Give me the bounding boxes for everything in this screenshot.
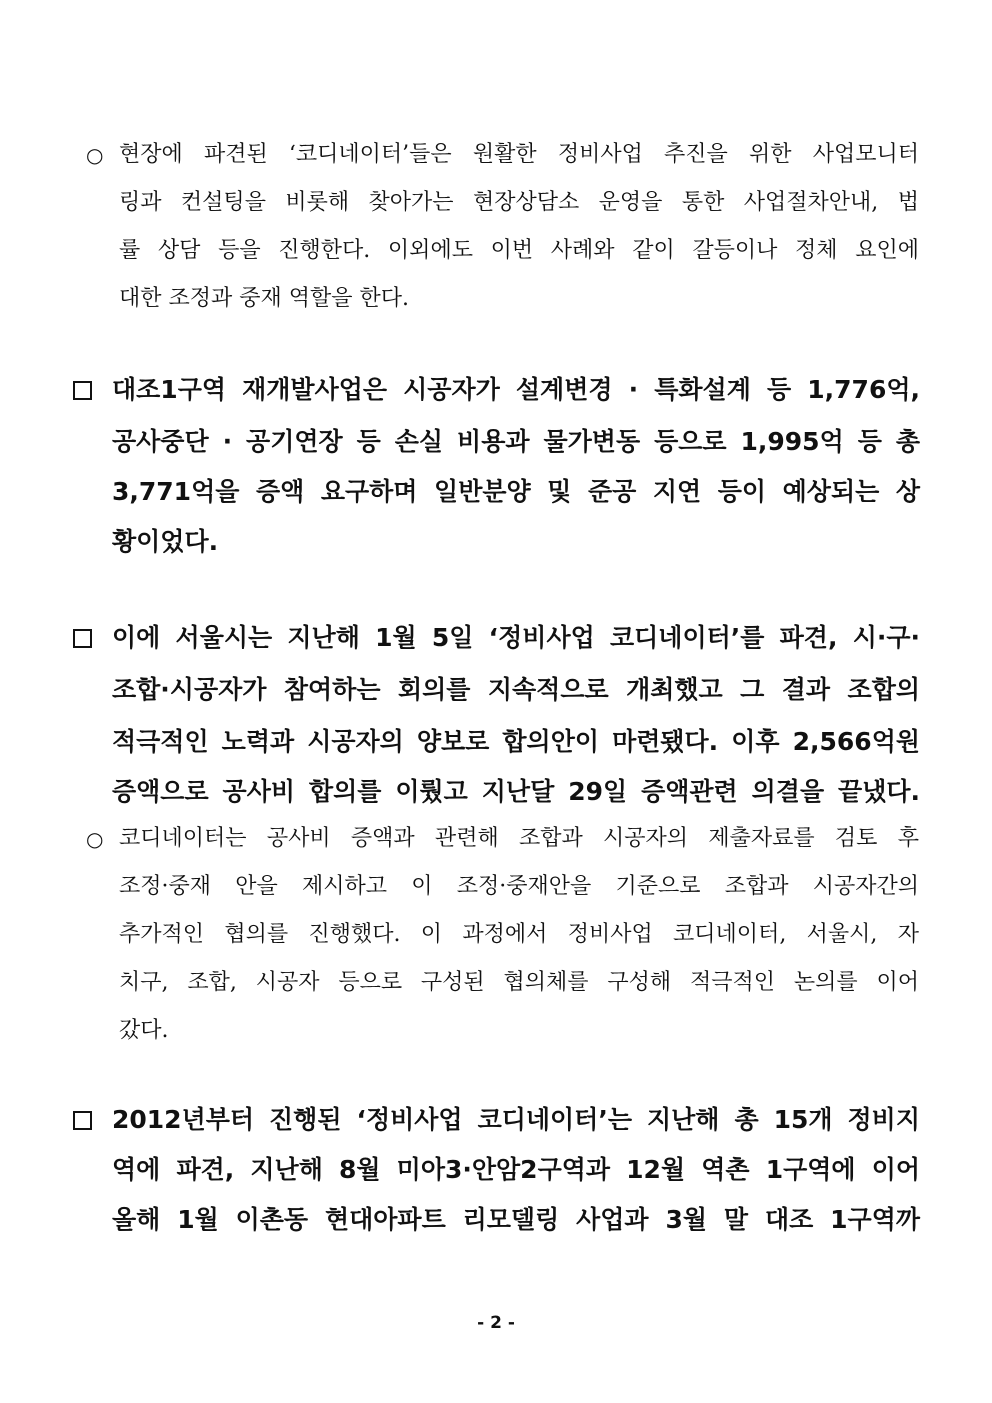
text-line: 대한 조정과 중재 역할을 한다. bbox=[119, 286, 409, 311]
text-line: 적극적인 노력과 시공자의 양보로 합의안이 마련됐다. 이후 2,566억원 bbox=[112, 727, 920, 756]
text-line: 이에 서울시는 지난해 1월 5일 ‘정비사업 코디네이터’를 파견, 시·구· bbox=[112, 623, 920, 652]
text-line: 추가적인 협의를 진행했다. 이 과정에서 정비사업 코디네이터, 서울시, 자 bbox=[119, 922, 919, 947]
text-line: 증액으로 공사비 합의를 이뤘고 지난달 29일 증액관련 의결을 끝냈다. bbox=[112, 777, 920, 806]
text-line: 률 상담 등을 진행한다. 이외에도 이번 사례와 같이 갈등이나 정체 요인에 bbox=[119, 238, 919, 263]
text-line: 갔다. bbox=[119, 1018, 169, 1043]
square-bullet-icon bbox=[73, 629, 92, 648]
text-line: 링과 컨설팅을 비롯해 찾아가는 현장상담소 운영을 통한 사업절차안내, 법 bbox=[119, 190, 919, 215]
text-line: 치구, 조합, 시공자 등으로 구성된 협의체를 구성해 적극적인 논의를 이어 bbox=[119, 970, 919, 995]
circle-bullet: ○ bbox=[86, 827, 104, 851]
text-line: 조정·중재 안을 제시하고 이 조정·중재안을 기준으로 조합과 시공자간의 bbox=[119, 874, 919, 899]
text-line: 코디네이터는 공사비 증액과 관련해 조합과 시공자의 제출자료를 검토 후 bbox=[119, 826, 919, 851]
text-line: 공사중단 · 공기연장 등 손실 비용과 물가변동 등으로 1,995억 등 총 bbox=[112, 427, 920, 456]
circle-bullet: ○ bbox=[86, 143, 104, 167]
text-line: 황이었다. bbox=[112, 527, 219, 556]
text-line: 3,771억을 증액 요구하며 일반분양 및 준공 지연 등이 예상되는 상 bbox=[112, 477, 920, 506]
text-line: 올해 1월 이촌동 현대아파트 리모델링 사업과 3월 말 대조 1구역까 bbox=[112, 1205, 920, 1234]
text-line: 조합·시공자가 참여하는 회의를 지속적으로 개최했고 그 결과 조합의 bbox=[112, 675, 920, 704]
text-line: 역에 파견, 지난해 8월 미아3·안암2구역과 12월 역촌 1구역에 이어 bbox=[112, 1155, 920, 1184]
square-bullet-icon bbox=[73, 1111, 92, 1130]
text-line: 2012년부터 진행된 ‘정비사업 코디네이터’는 지난해 총 15개 정비지 bbox=[112, 1105, 920, 1134]
page-number: - 2 - bbox=[477, 1313, 515, 1333]
text-line: 대조1구역 재개발사업은 시공자가 설계변경 · 특화설계 등 1,776억, bbox=[112, 375, 920, 404]
text-line: 현장에 파견된 ‘코디네이터’들은 원활한 정비사업 추진을 위한 사업모니터 bbox=[119, 142, 919, 167]
square-bullet-icon bbox=[73, 381, 92, 400]
